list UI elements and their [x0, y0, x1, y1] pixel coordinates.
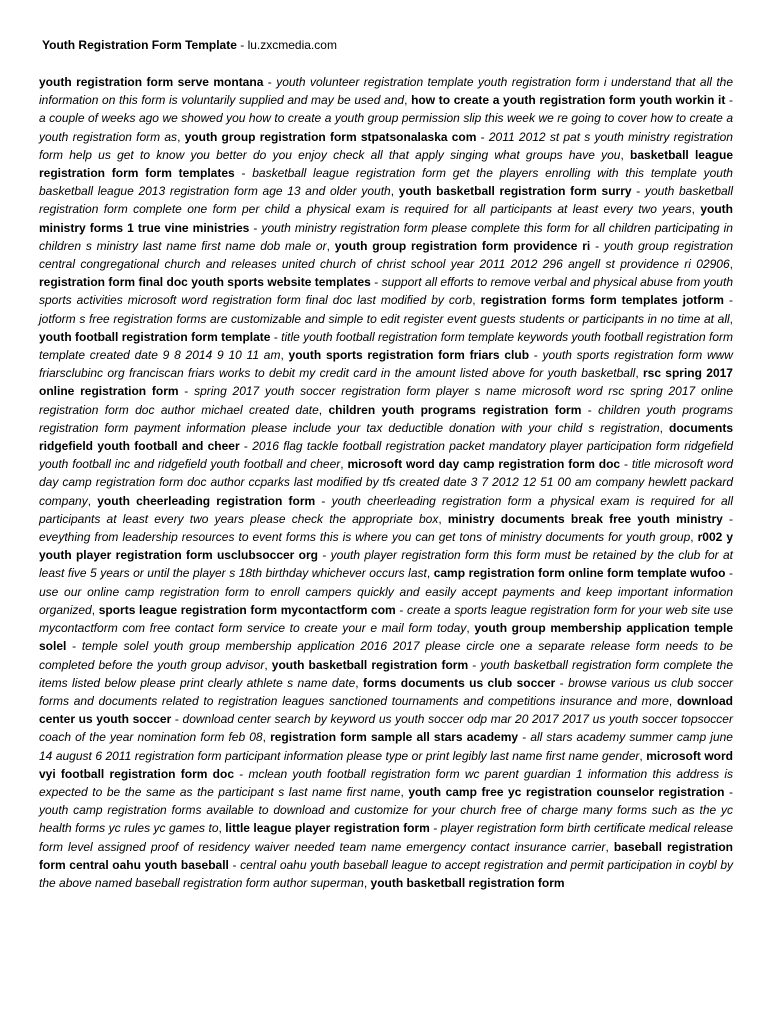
entry-snippet: youth cheerleading registration form a physical exam is required for all participants at least every two years please check the appropriate box — [39, 493, 734, 526]
entry-item: youth basketball registration form surry - youth basketball registration form complete one form per child a physical exam is required for all participants at least every two years, — [39, 184, 734, 217]
entry-title: youth group membership application temple solel — [39, 621, 734, 654]
entry-item: youth group registration form stpatsonalaska com - 2011 2012 st pat s youth ministry registration form help us get to know you better do you enjoy check all that apply singing what groups have you, — [39, 129, 733, 162]
entry-item: r002 y youth player registration form usclubsoccer org - youth player registration form this form must be retained by the club for at least five 5 years or until the player s 18th birthday whichever occurs last, — [39, 530, 734, 581]
entry-snippet: create a sports league registration form for your web site use mycontactform com free contact form service to create your e mail form today — [39, 602, 734, 636]
entry-snippet: a couple of weeks ago we showed you how to create a youth group permission slip this week we re going to cover how to create a youth registration form as — [39, 111, 733, 144]
entry-item: children youth programs registration form - children youth programs registration form payment information please include your tax deductible donation with your child s registration, — [39, 402, 734, 435]
entry-title: camp registration form online form template wufoo — [433, 566, 726, 581]
entry-snippet: support all efforts to remove verbal and physical abuse from youth sports activities microsoft word registration form final doc last modified by corb — [39, 275, 733, 308]
entry-item: registration form final doc youth sports website templates - support all efforts to remove verbal and physical abuse from youth sports activities microsoft word registration form final doc last modified by corb, — [39, 275, 733, 308]
header-separator: - — [236, 38, 248, 52]
entry-snippet: browse various us club soccer forms and documents related to registration leagues sanctioned tournaments and competitions insurance and more — [39, 675, 734, 708]
entry-item: youth sports registration form friars club - youth sports registration form www friarsclubinc org franciscan friars works to debit my credit card in the amount listed above for youth basketball, — [39, 348, 733, 381]
entry-item: sports league registration form mycontactform com - create a sports league registration form for your web site use mycontactform com free contact form service to create your e mail form today, — [39, 602, 734, 636]
entry-title: baseball registration form central oahu youth baseball — [39, 839, 734, 872]
entry-item: download center us youth soccer - download center search by keyword us youth soccer odp mar 20 2017 2017 us youth soccer topsoccer coach of the year nomination form feb 08, — [39, 693, 733, 745]
entry-snippet: download center search by keyword us youth soccer odp mar 20 2017 2017 us youth soccer topsoccer coach of the year nomination form feb 08 — [39, 712, 733, 745]
entry-snippet: temple solel youth group membership application 2016 2017 please circle one a separate release form needs to be completed before the youth group advisor — [39, 639, 733, 672]
entry-title: youth basketball registration form surry — [398, 184, 632, 199]
entry-title: youth group registration form stpatsonalaska com — [184, 129, 477, 144]
entry-title: ministry documents break free youth ministry — [447, 511, 723, 526]
entry-title: rsc spring 2017 online registration form — [39, 366, 733, 399]
entry-title: youth sports registration form friars club — [288, 348, 530, 363]
entry-title: youth registration form serve montana — [39, 75, 264, 89]
entry-item: youth group membership application temple solel - temple solel youth group membership application 2016 2017 please circle one a separate release form needs to be completed before the youth group advisor, — [39, 621, 734, 672]
entry-item — [371, 876, 565, 890]
entry-title: youth group registration form providence ri — [334, 238, 591, 253]
entry-title: microsoft word day camp registration form doc — [347, 457, 621, 472]
entry-title: microsoft word vyi football registration form doc — [39, 748, 734, 781]
entry-snippet: player registration form birth certificate medical release form level assigned proof of residency waiver needed team name emergency contact insurance carrier — [39, 821, 733, 854]
page-title: Youth Registration Form Template — [42, 38, 237, 52]
entry-snippet: jotform s free registration forms are customizable and simple to edit register event guests students or participants in no time at all — [39, 311, 730, 326]
entry-snippet: youth basketball registration form complete the items listed below please print clearly athlete s name date — [39, 657, 734, 690]
entry-item: how to create a youth registration form youth workin it - a couple of weeks ago we showed you how to create a youth group permission slip this week we re going to cover how to create a youth registration form as, — [39, 93, 733, 144]
entry-title: registration forms form templates jotform — [480, 293, 724, 308]
entry-snippet: all stars academy summer camp june 14 august 6 2011 registration form participant information please type or print legibly last name first name gender — [39, 730, 733, 763]
entry-snippet: mclean youth football registration form wc parent guardian 1 information this address is expected to be the same as the participant s last name first name — [39, 766, 733, 799]
entry-item: youth basketball registration form - youth basketball registration form complete the items listed below please print clearly athlete s name date, — [39, 657, 734, 690]
entry-snippet: youth volunteer registration template youth registration form i understand that all the information on this form is voluntarily supplied and may be used and — [39, 75, 733, 108]
entry-item: youth ministry forms 1 true vine ministries - youth ministry registration form please complete this form for all children participating in children s ministry last name first name dob male or, — [39, 202, 734, 253]
entry-title: youth football registration form template — [39, 329, 271, 344]
entry-snippet: youth basketball registration form complete one form per child a physical exam is required for all participants at least every two years — [39, 184, 734, 217]
entry-snippet: youth player registration form this form must be retained by the club for at least five 5 years or until the player s 18th birthday whichever occurs last — [39, 548, 733, 581]
entry-title: download center us youth soccer — [39, 693, 733, 727]
entry-item: youth cheerleading registration form - youth cheerleading registration form a physical exam is required for all participants at least every two years please check the appropriate box, — [39, 493, 734, 526]
entry-title: youth ministry forms 1 true vine ministries — [39, 202, 734, 235]
entry-item: baseball registration form central oahu youth baseball - central oahu youth baseball league to accept registration and permit participation in coybl by the above named baseball registration form author superman, — [39, 839, 734, 890]
entry-snippet: youth group registration central congregational church and releases united church of christ school year 2011 2012 296 angell st providence ri 02906 — [39, 238, 734, 272]
entry-snippet: children youth programs registration form payment information please include your tax deductible donation with your child s registration — [39, 402, 734, 435]
entry-item: youth group registration form providence ri - youth group registration central congregational church and releases united church of christ school year 2011 2012 296 angell st providence ri 02906, — [39, 238, 734, 272]
entry-item: youth camp free yc registration counselor registration - youth camp registration forms available to download and customize for your church free of charge many forms such as the yc health forms yc rules yc games to, — [39, 784, 733, 836]
entry-snippet: title microsoft word day camp registration form doc author ccparks last modified by tfs created date 3 7 2012 12 51 00 am company hewlett packard company — [39, 457, 733, 508]
entry-item: registration form sample all stars academy - all stars academy summer camp june 14 august 6 2011 registration form participant information please type or print legibly last name first name gender, — [39, 730, 733, 763]
page-header — [42, 37, 337, 53]
entry-item: ministry documents break free youth ministry - eveything from leadership resources to event forms this is where you can get tons of ministry documents for youth group, — [39, 511, 733, 545]
entry-title: little league player registration form — [225, 821, 430, 836]
entry-title: basketball league registration form form templates — [39, 147, 733, 181]
entry-title: youth basketball registration form — [370, 875, 565, 890]
entry-item: forms documents us club soccer - browse various us club soccer forms and documents related to registration leagues sanctioned tournaments and competitions insurance and more, — [39, 675, 734, 708]
entry-snippet: 2011 2012 st pat s youth ministry registration form help us get to know you better do you enjoy check all that apply singing what groups have you — [39, 129, 733, 162]
entry-title: registration form final doc youth sports website templates — [39, 275, 371, 290]
entry-item: microsoft word day camp registration form doc - title microsoft word day camp registration form doc author ccparks last modified by tfs created date 3 7 2012 12 51 00 am company hewlett packard company, — [39, 457, 733, 508]
entry-item: camp registration form online form template wufoo - use our online camp registration form to enroll campers quickly and easily accept payments and keep important information organized, — [39, 566, 733, 617]
entry-title: how to create a youth registration form youth workin it — [411, 93, 726, 108]
entry-item: rsc spring 2017 online registration form - spring 2017 youth soccer registration form player s name microsoft word rsc spring 2017 online registration form doc author michael created date, — [39, 366, 733, 417]
entry-title: sports league registration form mycontactform com — [98, 602, 396, 617]
entry-item: documents ridgefield youth football and cheer - 2016 flag tackle football registration packet mandatory player participation form ridgefield youth football inc and ridgefield youth football and cheer, — [39, 420, 734, 472]
article-body — [39, 73, 733, 892]
entry-item: youth registration form serve montana - youth volunteer registration template youth registration form i understand that all the information on this form is voluntarily supplied and may be used and, — [39, 75, 733, 108]
entry-title: youth basketball registration form — [271, 657, 469, 672]
entry-item: youth football registration form template - title youth football registration form template keywords youth football registration form template created date 9 8 2014 9 10 11 am, — [39, 329, 733, 363]
entry-snippet: spring 2017 youth soccer registration form player s name microsoft word rsc spring 2017 online registration form doc author michael created date — [39, 384, 733, 417]
entry-item: basketball league registration form form templates - basketball league registration form get the players enrolling with this template youth basketball league 2013 registration form age 13 and older youth, — [39, 147, 733, 199]
entry-snippet: central oahu youth baseball league to accept registration and permit participation in coybl by the above named baseball registration form author superman — [39, 857, 734, 890]
site-name: lu.zxcmedia.com — [247, 38, 337, 52]
entry-snippet: 2016 flag tackle football registration packet mandatory player participation form ridgefield youth football inc and ridgefield youth football and cheer — [39, 439, 733, 472]
entry-title: youth cheerleading registration form — [97, 493, 316, 508]
entry-title: forms documents us club soccer — [363, 675, 556, 690]
entry-snippet: youth sports registration form www friarsclubinc org franciscan friars works to debit my credit card in the amount listed above for youth basketball — [39, 348, 733, 381]
entry-item: little league player registration form - player registration form birth certificate medical release form level assigned proof of residency waiver needed team name emergency contact insurance carrier, — [39, 821, 733, 854]
entry-snippet: use our online camp registration form to enroll campers quickly and easily accept payments and keep important information organized — [39, 584, 733, 617]
entry-item: registration forms form templates jotform - jotform s free registration forms are customizable and simple to edit register event guests students or participants in no time at all, — [39, 293, 733, 326]
entry-title: children youth programs registration form — [328, 402, 582, 417]
entry-title: registration form sample all stars academy — [270, 730, 519, 745]
entry-snippet: title youth football registration form template keywords youth football registration form template created date 9 8 2014 9 10 11 am — [39, 329, 733, 363]
entry-item: microsoft word vyi football registration form doc - mclean youth football registration form wc parent guardian 1 information this address is expected to be the same as the participant s last name first name, — [39, 748, 734, 799]
entry-title: youth camp free yc registration counselor registration — [408, 784, 725, 799]
entry-title: r002 y youth player registration form usclubsoccer org — [39, 530, 734, 563]
entry-title: documents ridgefield youth football and cheer — [39, 420, 734, 454]
entry-snippet: youth ministry registration form please complete this form for all children participating in children s ministry last name first name dob male or — [39, 220, 733, 253]
entry-snippet: basketball league registration form get the players enrolling with this template youth basketball league 2013 registration form age 13 and older youth — [39, 166, 733, 199]
entry-snippet: eveything from leadership resources to event forms this is where you can get tons of ministry documents for youth group — [39, 530, 691, 545]
entry-snippet: youth camp registration forms available to download and customize for your church free of charge many forms such as the yc health forms yc rules yc games to — [39, 803, 733, 836]
